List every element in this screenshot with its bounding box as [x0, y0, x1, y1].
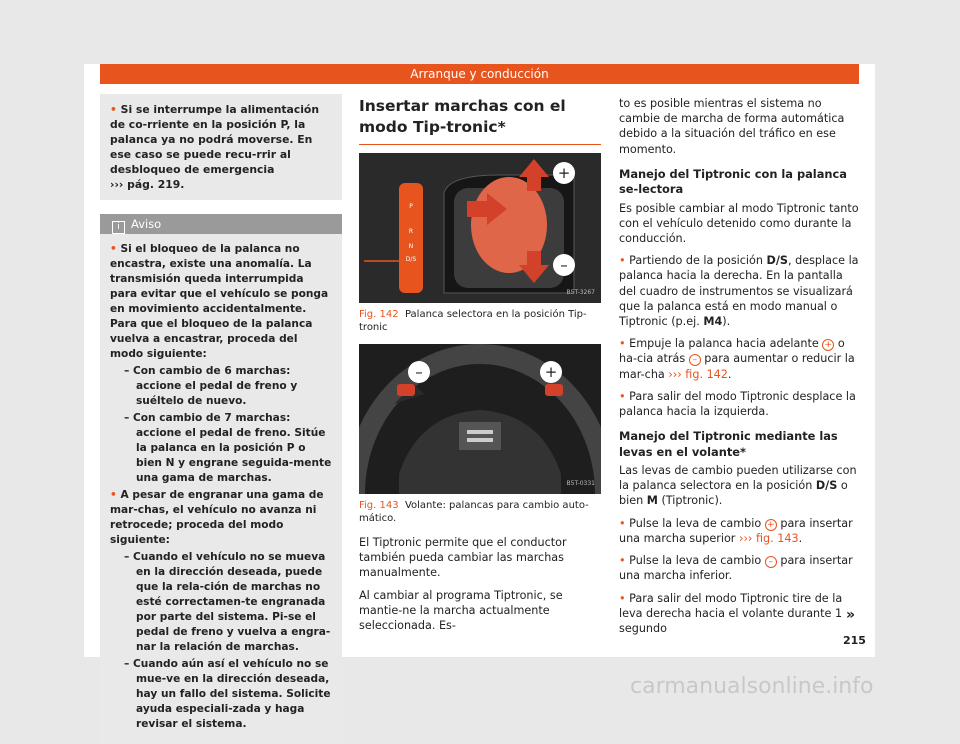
- bullet-icon: •: [619, 389, 626, 403]
- column-left: [100, 94, 342, 744]
- paragraph: to es posible mientras el sistema no cambie de marcha de forma automática debido a la situación del tráfico en ese momento.: [619, 97, 845, 156]
- aviso-box: [100, 214, 342, 744]
- title-rule: [359, 144, 601, 145]
- steering-wheel-illustration: [359, 344, 601, 494]
- aviso-dash-3: Cuando el vehículo no se mueva en la dirección deseada, puede que la rela-ción de marchas no esté correctamen-te engranada por parte del sistema. Pi-se el pedal de freno y vuelva a engra-nar la relación de marchas.: [133, 551, 331, 653]
- info-note: [100, 94, 342, 200]
- gear-p-label: P: [409, 203, 413, 210]
- figure-143-steering-wheel: [359, 344, 601, 494]
- aviso-body: • Si el bloqueo de la palanca no encastra, existe una anomalía. La transmisión queda interrumpida para evitar que el vehículo se ponga en movimiento accidentalmente. Para que el bloqueo de la palanca vuelva a encastrar, proceda del modo siguiente: – Con cambio de 6 marchas: accione el pedal de freno y suéltelo de nuevo. – Con cambio de 7 marchas: accione el pedal de freno. Sitúe la palanca en la posición P o bien N y engrane seguida-mente una gama de marchas. • A pesar de engranar una gama de mar-chas, el vehículo no avanza ni retrocede; proceda del modo siguiente: – Cuando el vehículo no se mueva en la dirección deseada, puede que la rela-ción de marchas no esté correctamen-te engranada por parte del sistema. Pi-se el pedal de freno y vuelva a engra-nar la relación de marchas. – Cuando aún así el vehículo no se mue-ve en la dirección deseada, hay un fallo del sistema. Solicite ayuda especiali-zada y haga revisar el sistema.: [110, 243, 332, 730]
- paragraph: El Tiptronic permite que el conductor también pueda cambiar las marchas manualmente.: [359, 536, 567, 580]
- gear-n-label: N: [408, 243, 414, 250]
- bullet-icon: •: [619, 254, 626, 268]
- aviso-dash-1: Con cambio de 6 marchas: accione el pedal de freno y suéltelo de nuevo.: [133, 365, 298, 407]
- plus-key-icon: +: [822, 339, 834, 351]
- bullet-icon: •: [110, 243, 117, 255]
- bullet-icon: •: [619, 554, 626, 568]
- aviso-label: Aviso: [131, 217, 162, 231]
- aviso-dash-2: Con cambio de 7 marchas: accione el pedal de freno. Sitúe la palanca en la posición P o bien N y engrane seguida-mente una gama de marchas.: [133, 412, 332, 484]
- figure-142-gear-selector: [359, 153, 601, 303]
- section-title: Insertar marchas con el modo Tip-tronic*: [359, 97, 566, 136]
- list-item: • Empuje la palanca hacia adelante + o ha-cia atrás – para aumentar o reducir la mar-cha ››› fig. 142.: [619, 337, 855, 381]
- aviso-dash-4: Cuando aún así el vehículo no se mue-ve en la dirección deseada, hay un fallo del sistema. Solicite ayuda especiali-zada y haga revisar el sistema.: [133, 658, 331, 730]
- aviso-bullet-2: A pesar de engranar una gama de mar-chas, el vehículo no avanza ni retrocede; proceda del modo siguiente:: [110, 489, 324, 546]
- minus-key-icon: –: [689, 354, 701, 366]
- bullet-icon: •: [110, 103, 117, 116]
- page-number: 215: [843, 634, 866, 647]
- figure-142-caption: Fig. 142 Palanca selectora en la posición Tip-tronic: [359, 309, 587, 333]
- subheading: Manejo del Tiptronic mediante las levas en el volante*: [619, 429, 838, 459]
- plus-paddle-icon: +: [544, 363, 558, 381]
- bullet-icon: •: [619, 337, 626, 351]
- column-right: [619, 96, 859, 643]
- note-page-ref[interactable]: ››› pág. 219.: [110, 178, 185, 191]
- minus-key-icon: –: [765, 556, 777, 568]
- list-item: • Partiendo de la posición D/S, desplace la palanca hacia la derecha. En la pantalla del cuadro de instrumentos se visualizará que la palanca está en modo manual o Tiptronic (p.ej. M4).: [619, 254, 859, 329]
- watermark: carmanualsonline.info: [630, 674, 874, 699]
- column-middle: [359, 96, 601, 640]
- paragraph: Las levas de cambio pueden utilizarse con la palanca selectora en la posición D/S o bien M (Tiptronic).: [619, 464, 857, 508]
- figure-link[interactable]: ››› fig. 143: [738, 531, 799, 545]
- continue-chevron-icon: »: [846, 607, 856, 623]
- note-text: Si se interrumpe la alimentación de co-rriente en la posición P, la palanca ya no podrá moverse. En ese caso se puede recu-rrir al desbloqueo de emergencia: [110, 103, 320, 176]
- plus-key-icon: +: [765, 519, 777, 531]
- paragraph: Al cambiar al programa Tiptronic, se mantie-ne la marcha actualmente seleccionada. Es-: [359, 588, 563, 633]
- info-icon: i: [112, 221, 125, 234]
- paragraph: Es posible cambiar al modo Tiptronic tanto con el vehículo detenido como durante la conducción.: [619, 201, 859, 246]
- list-item: • Pulse la leva de cambio + para insertar una marcha superior ››› fig. 143.: [619, 516, 853, 545]
- minus-icon: –: [560, 256, 568, 274]
- bullet-icon: •: [110, 489, 117, 501]
- bullet-icon: •: [619, 516, 626, 530]
- figure-code: B5T-0331: [566, 479, 595, 487]
- minus-paddle-icon: –: [415, 363, 423, 381]
- bullet-icon: •: [619, 591, 626, 605]
- gear-selector-illustration: [359, 153, 601, 303]
- section-header: Arranque y conducción: [100, 64, 859, 84]
- list-item: • Pulse la leva de cambio – para insertar una marcha inferior.: [619, 554, 853, 583]
- gear-ds-label: D/S: [405, 256, 417, 263]
- aviso-bullet-1: Si el bloqueo de la palanca no encastra, existe una anomalía. La transmisión queda interrumpida para evitar que el vehículo se ponga en movimiento accidentalmente. Para que el bloqueo de la palanca vuelva a encastrar, proceda del modo siguiente:: [110, 243, 329, 360]
- gear-r-label: R: [408, 228, 414, 235]
- subheading: Manejo del Tiptronic con la palanca se-lectora: [619, 166, 847, 197]
- aviso-header: [100, 214, 342, 234]
- plus-icon: +: [557, 164, 571, 182]
- list-item: • Para salir del modo Tiptronic desplace la palanca hacia la izquierda.: [619, 389, 856, 419]
- figure-143-caption: Fig. 143 Volante: palancas para cambio auto-mático.: [359, 500, 589, 524]
- figure-link[interactable]: ››› fig. 142: [668, 367, 728, 381]
- figure-code: B5T-3267: [566, 288, 595, 296]
- list-item: • Para salir del modo Tiptronic tire de la leva derecha hacia el volante durante 1 segundo: [619, 591, 843, 635]
